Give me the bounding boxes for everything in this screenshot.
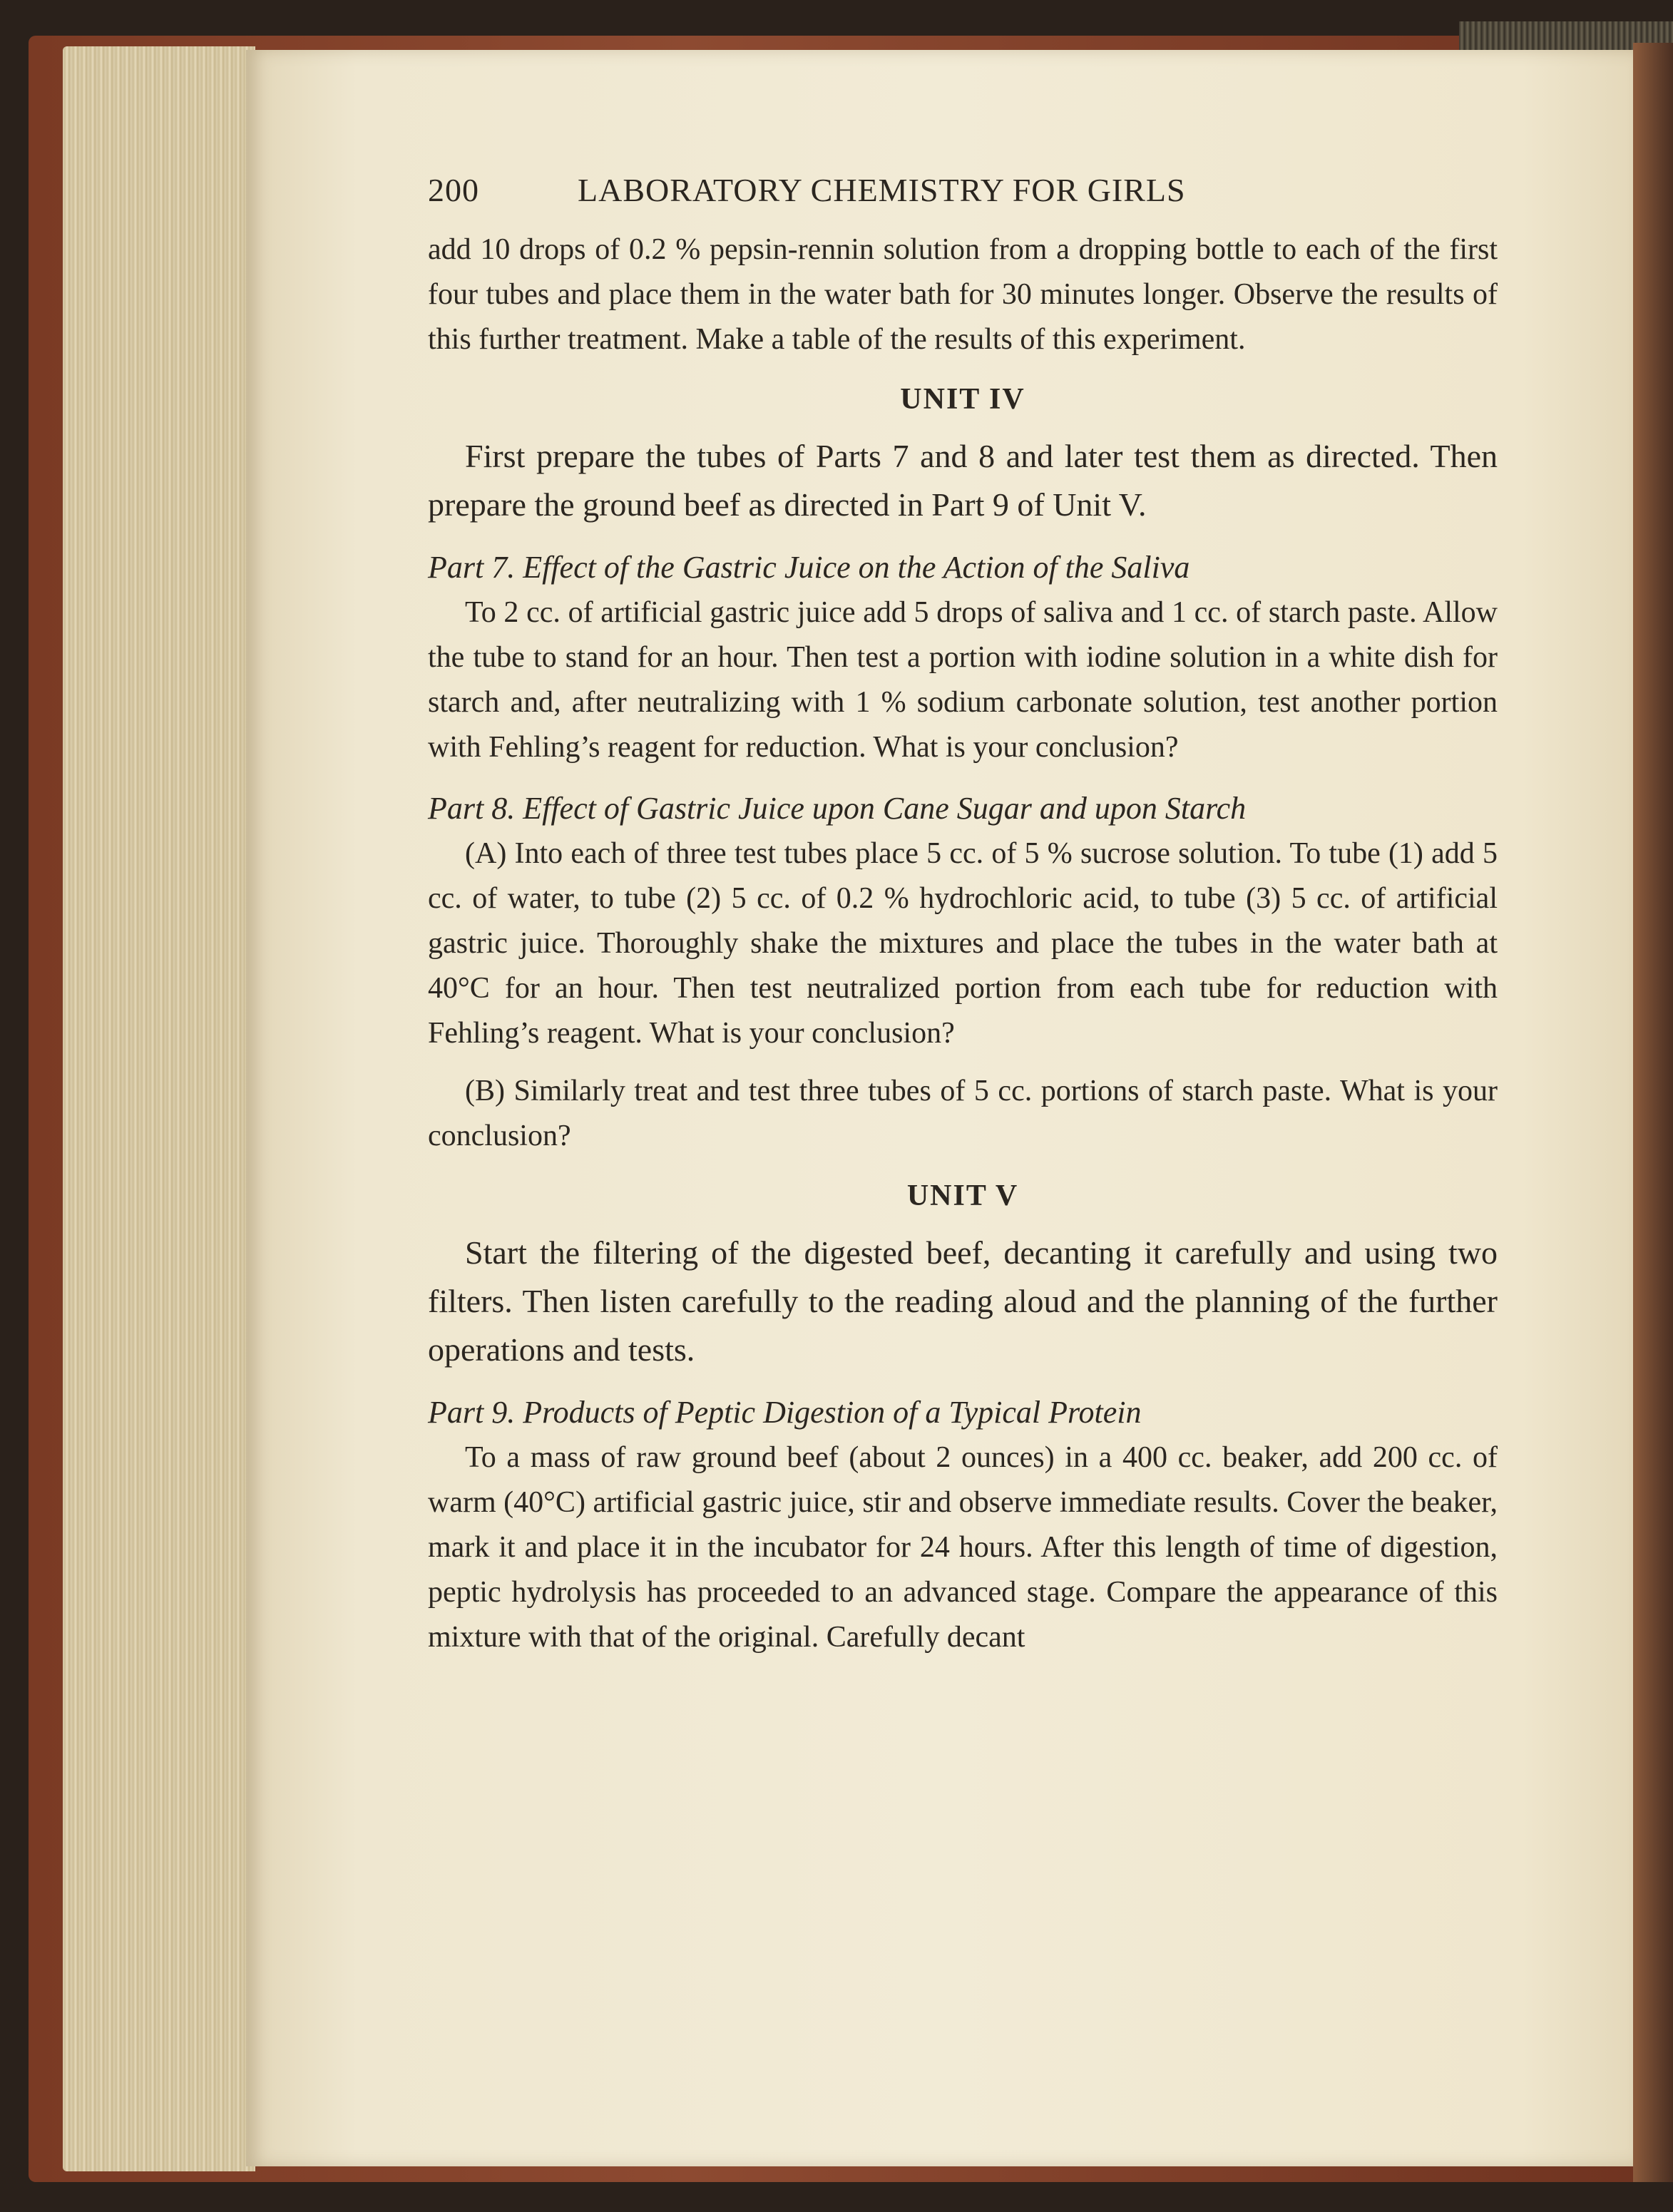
spacer xyxy=(428,1056,1498,1069)
page-text xyxy=(428,171,1498,1660)
book-right-edge xyxy=(1633,43,1673,2182)
running-header xyxy=(428,171,1498,209)
part-8-heading: Part 8. Effect of Gastric Juice upon Cane Sugar and upon Starch xyxy=(428,791,1247,826)
part-7-paragraph: To 2 cc. of artificial gastric juice add 5 drops of saliva and 1 cc. of starch paste. Allow the tube to stand for an hour. Then test a portion with iodine solution in a white dish for starch and, after neutralizing with 1 % sodium carbonate solution, test another portion with Fehling’s reagent for reduction. What is your conclusion? xyxy=(428,596,1498,764)
unit-v-heading: UNIT V xyxy=(906,1179,1019,1212)
page-number: 200 xyxy=(428,172,479,208)
part-8-b-paragraph: (B) Similarly treat and test three tubes of 5 cc. portions of starch paste. What is your conclusion? xyxy=(428,1075,1498,1152)
unit-iv-paragraph: First prepare the tubes of Parts 7 and 8 and later test them as directed. Then prepare the ground beef as directed in Part 9 of Unit V. xyxy=(428,438,1498,523)
unit-v-paragraph: Start the filtering of the digested beef, decanting it carefully and using two filters. Then listen carefully to the reading aloud and the planning of the further operations and tests. xyxy=(428,1234,1498,1368)
intro-paragraph: add 10 drops of 0.2 % pepsin-rennin solution from a dropping bottle to each of the first four tubes and place them in the water bath for 30 minutes longer. Observe the results of this further treatment. Make a table of the results of this experiment. xyxy=(428,233,1498,356)
running-title: LABORATORY CHEMISTRY FOR GIRLS xyxy=(578,172,1186,208)
part-9-heading: Part 9. Products of Peptic Digestion of a Typical Protein xyxy=(428,1395,1142,1430)
page-stack-edges xyxy=(63,46,255,2171)
part-7-heading: Part 7. Effect of the Gastric Juice on the Action of the Saliva xyxy=(428,550,1190,585)
unit-iv-heading: UNIT IV xyxy=(900,383,1025,416)
part-9-paragraph: To a mass of raw ground beef (about 2 ounces) in a 400 cc. beaker, add 200 cc. of warm (40°C) artificial gastric juice, stir and observe immediate results. Cover the beaker, mark it and place it in the incubator for 24 hours. After this length of time of digestion, peptic hydrolysis has proceeded to an advanced stage. Compare the appearance of this mixture with that of the original. Carefully decant xyxy=(428,1441,1498,1654)
part-8-a-paragraph: (A) Into each of three test tubes place 5 cc. of 5 % sucrose solution. To tube (1) add 5 cc. of water, to tube (2) 5 cc. of 0.2 % hydrochloric acid, to tube (3) 5 cc. of artificial gastric juice. Thoroughly shake the mixtures and place the tubes in the water bath at 40°C for an hour. Then test neutralized portion from each tube for reduction with Fehling’s reagent. What is your conclusion? xyxy=(428,837,1498,1050)
